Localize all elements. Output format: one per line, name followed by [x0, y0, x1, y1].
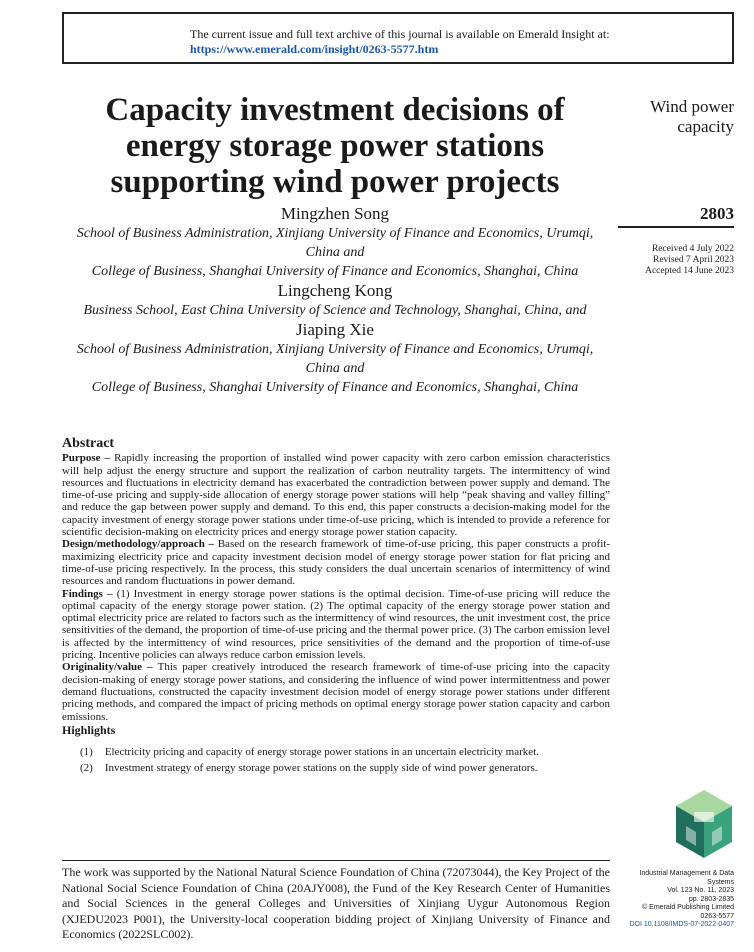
author-affiliation: Business School, East China University of Science and Technology, Shanghai, China, and — [83, 303, 587, 318]
journal-name: Industrial Management & Data — [639, 870, 734, 877]
revised-date: Revised 7 April 2023 — [652, 255, 734, 265]
abstract-section — [62, 438, 610, 776]
journal-notice-text — [190, 27, 610, 57]
findings-label: Findings – — [62, 587, 113, 600]
highlight-text: Investment strategy of energy storage power stations on the supply side of wind power generators. — [104, 762, 538, 775]
abstract-originality — [62, 661, 610, 722]
list-item — [80, 760, 610, 776]
article-title: Capacity investment decisions of energy storage power stations supporting wind power projects — [105, 92, 565, 200]
journal-name-cont: Systems — [707, 878, 734, 886]
abstract-findings — [62, 588, 610, 662]
author-affiliation: College of Business, Shanghai University of Finance and Economics, Shanghai, China — [91, 380, 579, 395]
journal-url-link[interactable]: https://www.emerald.com/insight/0263-5577.htm — [190, 42, 439, 56]
originality-text: This paper creatively introduced the research framework of time-of-use pricing into the capacity decision-making of energy storage power stations, and considering the influence of wind power intermittentness and power demand fluctuations, constructed the capacity investment decision model of energy storage power stations under different pricing methods, and compared the impact of pricing methods on optimal energy storage power station capacity and carbon emissions. — [62, 661, 610, 723]
highlights-heading: Highlights — [62, 722, 116, 737]
author-affiliation: School of Business Administration, Xinjiang University of Finance and Economics, Urumqi, China and — [76, 342, 594, 376]
highlights-list — [62, 744, 610, 776]
highlight-number: (1) — [80, 746, 93, 759]
highlight-number: (2) — [80, 762, 93, 775]
author-name: Lingcheng Kong — [277, 281, 393, 300]
author-affiliation: College of Business, Shanghai University of Finance and Economics, Shanghai, China — [91, 264, 579, 279]
article-dates — [645, 244, 734, 277]
doi-link[interactable]: DOI 10.1108/IMDS-07-2022-0407 — [629, 921, 734, 928]
originality-label: Originality/value – — [62, 661, 153, 674]
author-name: Mingzhen Song — [280, 204, 390, 223]
list-item — [80, 744, 610, 760]
side-divider — [618, 226, 734, 228]
journal-logo-icon — [672, 788, 736, 860]
funding-footnote: The work was supported by the National Natural Science Foundation of China (72073044), the Key Project of the National Social Science Foundation of China (20AJY008), the Fund of the Key Research Center of Humanities and Social Sciences in the general Colleges and Universities of Xinjiang Uygur Autonomous Region (XJEDU2023 P001), the University-local cooperation bidding project of Xinjiang University of Finance and Economics (2022SLC002). — [62, 860, 610, 943]
author-affiliation: School of Business Administration, Xinjiang University of Finance and Economics, Urumqi, China and — [76, 226, 594, 260]
issn: 0263-5577 — [700, 912, 734, 920]
running-title: Wind power capacity — [650, 97, 734, 136]
abstract-purpose — [62, 452, 610, 538]
author-block — [62, 204, 608, 397]
author-name: Jiaping Xie — [296, 320, 374, 339]
design-text: Based on the research framework of time-of-use pricing, this paper constructs a profit-maximizing electricity price and capacity investment decision model of energy storage power station for flat pricing and time-of-use pricing respectively. In the process, this study considers the dual uncertain scenarios of intermittency of wind resources and random fluctuations in power demand. — [62, 538, 610, 588]
findings-text: (1) Investment in energy storage power stations is the optimal decision. Time-of-use pricing will reduce the optimal capacity of the energy storage power station. (2) The optimal capacity of the energy storage power station and optimal electricity price are related to factors such as the intermittency of wind resources, the unit investment cost, the price sensitivities of the demand, the proportion of time-of-use pricing and the thermal power price. (3) The carbon emission level is affected by the intermittency of wind resources, price sensitivities of the demand and the proportion of time-of-use pricing. Incentive policies can always reduce carbon emission levels. — [62, 587, 610, 662]
design-label: Design/methodology/approach – — [62, 538, 215, 551]
purpose-text: Rapidly increasing the proportion of installed wind power capacity with zero carbon emission characteristics will help adjust the energy structure and support the realization of carbon neutrality targets. The intermittency of wind resources and fluctuations in electricity demand has exacerbated the contradiction between power supply and demand. The time-of-use pricing and supply-side allocation of energy storage power stations will help “peak shaving and valley filling” and reduce the gap between power supply and demand. To this end, this paper constructs a decision-making model for the capacity investment of energy storage power stations under time-of-use pricing, which is intended to provide a reference for scientific decision-making on electricity prices and energy storage power station capacity. — [62, 452, 611, 539]
accepted-date: Accepted 14 June 2023 — [645, 266, 734, 276]
highlight-text: Electricity pricing and capacity of energy storage power stations in an uncertain electricity market. — [104, 746, 539, 759]
received-date: Received 4 July 2022 — [651, 244, 734, 254]
journal-notice-box — [62, 12, 734, 64]
purpose-label: Purpose – — [62, 452, 111, 465]
abstract-heading: Abstract — [62, 436, 115, 451]
journal-pages: pp. 2803-2835 — [688, 895, 734, 903]
abstract-design — [62, 538, 610, 587]
page-number: 2803 — [700, 204, 734, 223]
journal-info — [629, 870, 734, 930]
notice-line: The current issue and full text archive of this journal is available on Emerald Insight at: — [190, 27, 610, 41]
journal-volume: Vol. 123 No. 11, 2023 — [667, 887, 734, 894]
publisher: © Emerald Publishing Limited — [642, 904, 734, 911]
